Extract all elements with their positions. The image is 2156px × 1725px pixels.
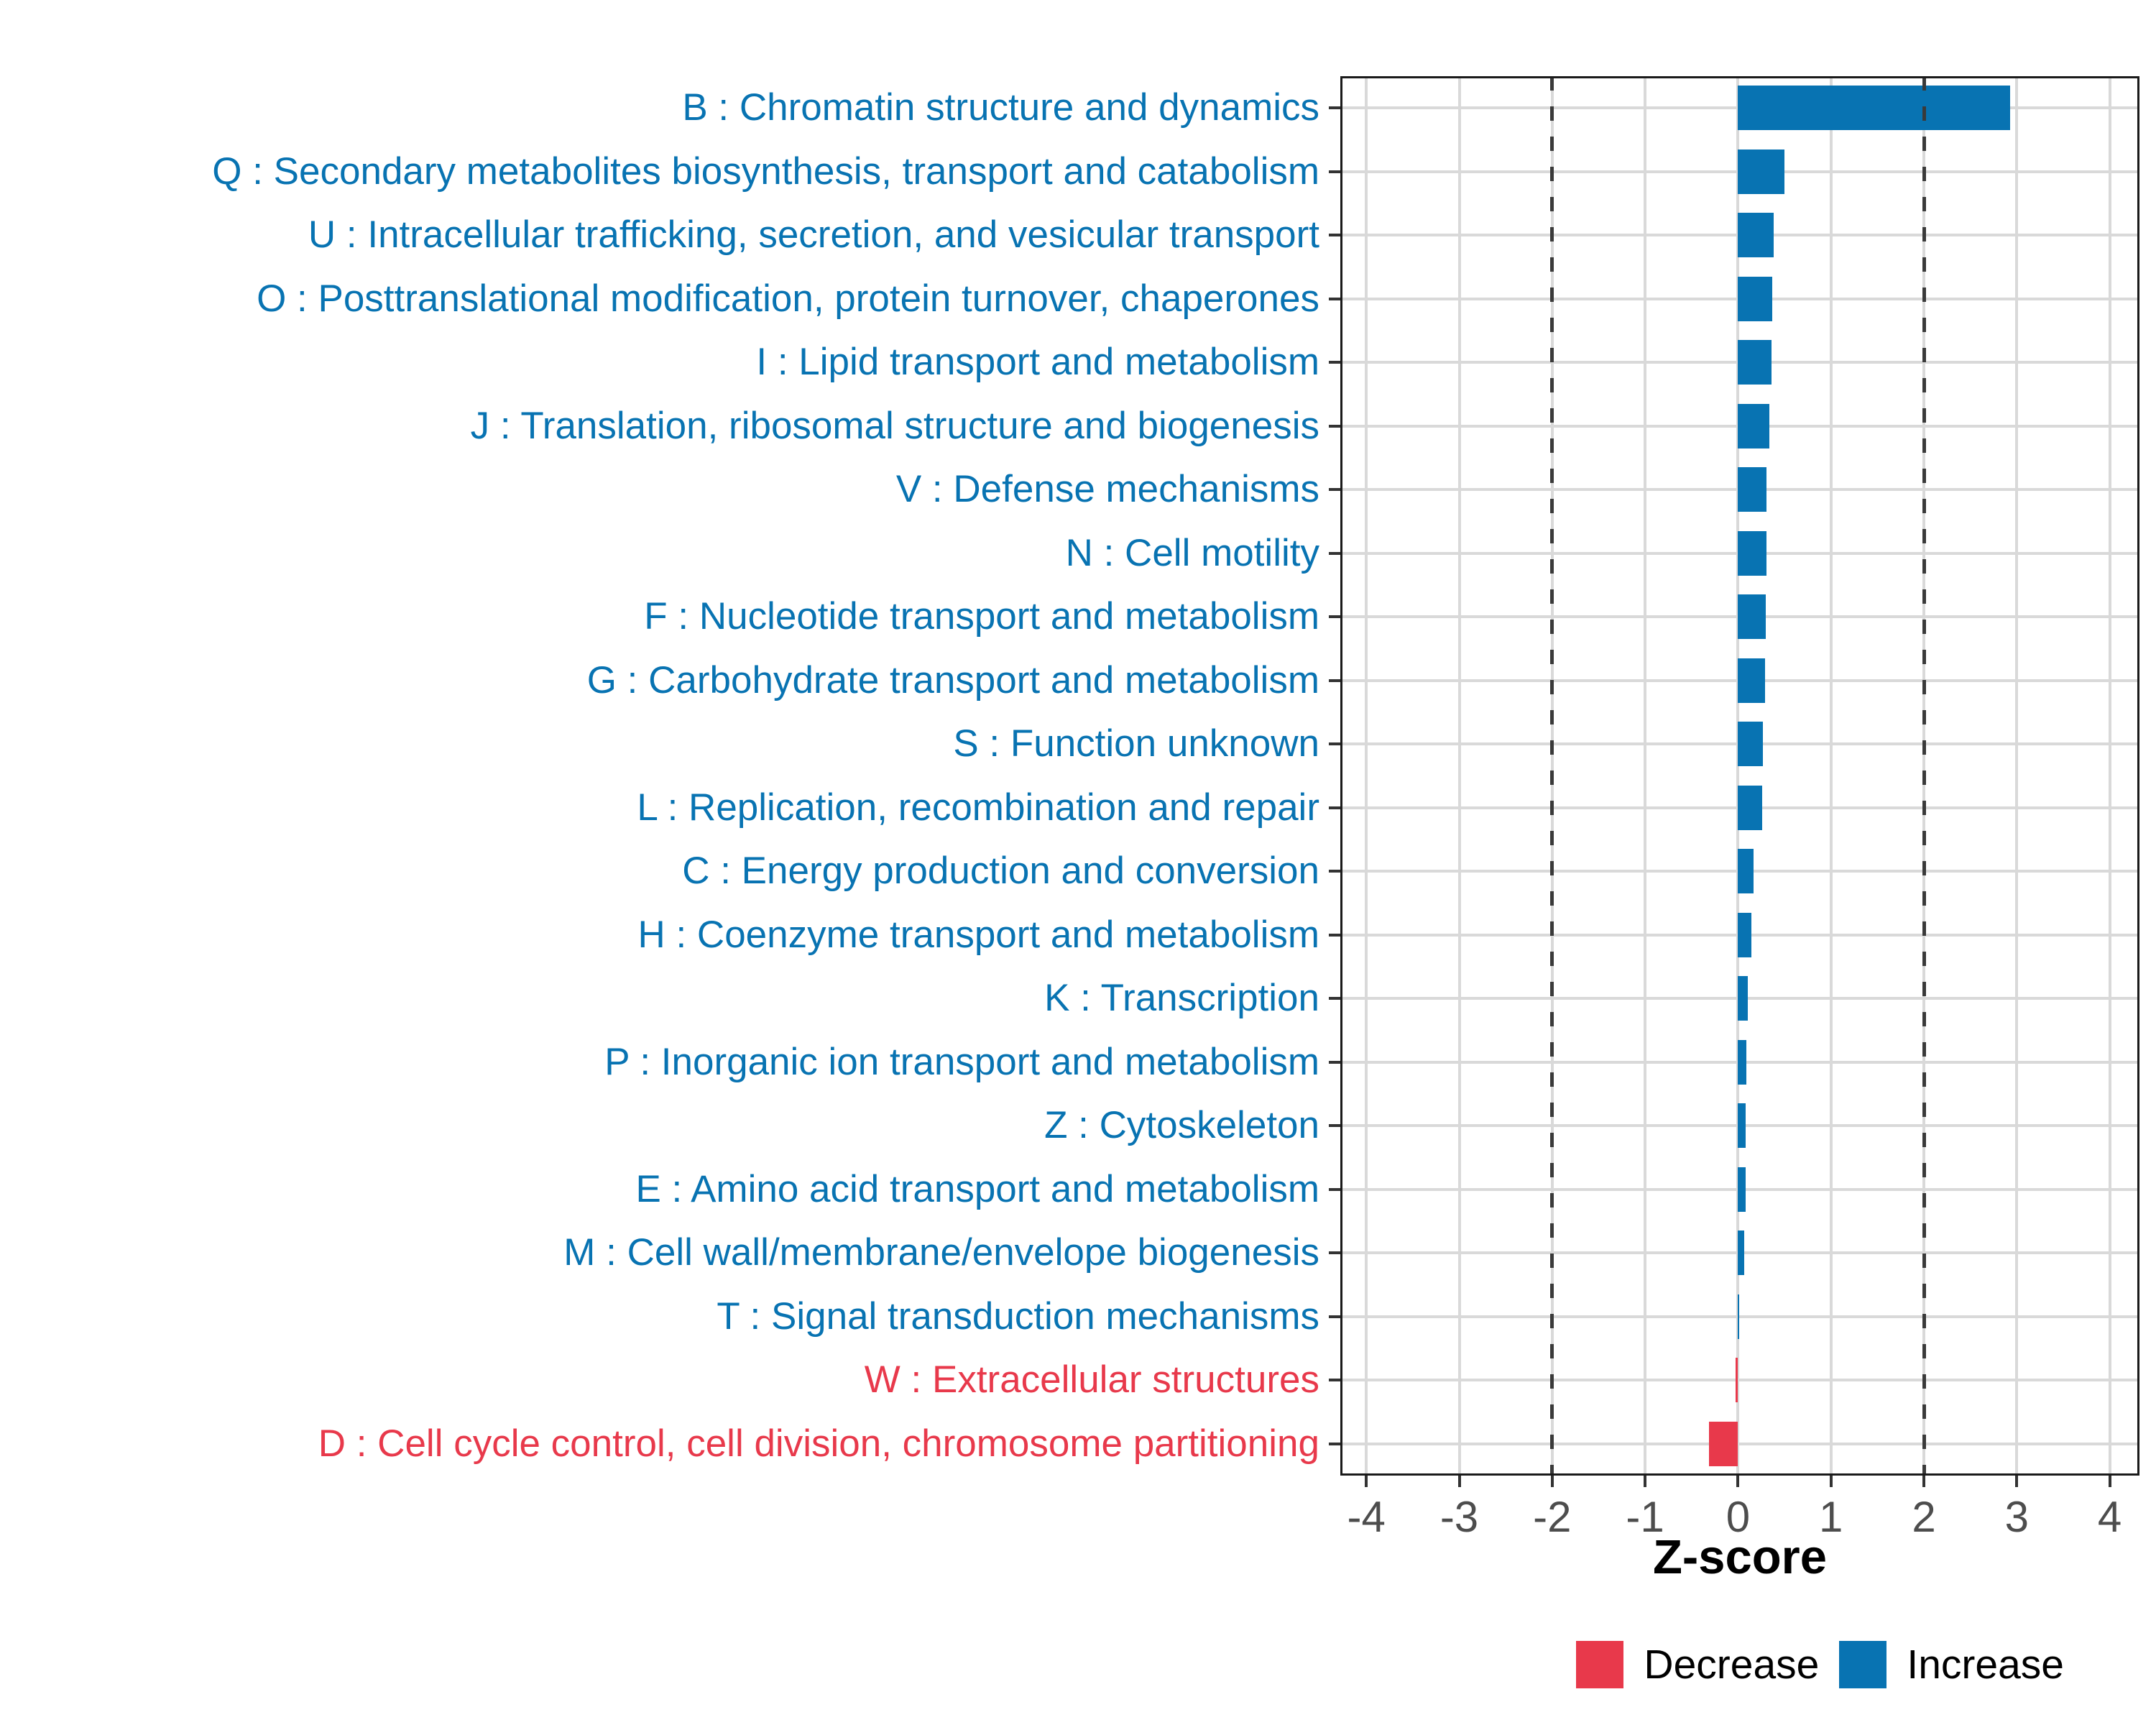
bar [1738,467,1766,512]
y-axis-label: H : Coenzyme transport and metabolism [637,913,1319,956]
gridline-vertical [1458,76,1461,1476]
y-axis-tick [1329,298,1340,300]
y-axis-tick [1329,934,1340,937]
x-axis-tick-label: -3 [1439,1493,1479,1541]
x-axis-tick-label: 4 [2097,1493,2122,1541]
legend-item-decrease [1576,1641,1819,1688]
y-axis-tick [1329,870,1340,873]
y-axis-tick [1329,1443,1340,1445]
y-axis-label: B : Chromatin structure and dynamics [682,86,1319,129]
y-axis-tick [1329,806,1340,809]
gridline-horizontal [1340,1379,2139,1381]
legend [1576,1640,2064,1689]
gridline-vertical [1365,76,1368,1476]
bar [1738,913,1751,957]
x-axis-tick-label: 0 [1726,1493,1751,1541]
y-axis-label: T : Signal transduction mechanisms [717,1294,1319,1338]
x-axis-tick-label: 3 [2004,1493,2029,1541]
y-axis-tick [1329,170,1340,173]
y-axis-label: L : Replication, recombination and repair [637,786,1319,829]
y-axis-tick [1329,742,1340,745]
y-axis-tick [1329,425,1340,428]
y-axis-label: I : Lipid transport and metabolism [756,341,1319,384]
bar [1738,658,1764,703]
y-axis-tick [1329,1251,1340,1254]
y-axis-label: G : Carbohydrate transport and metabolism [586,658,1319,702]
gridline-horizontal [1340,1315,2139,1318]
gridline-horizontal [1340,1443,2139,1445]
bar [1738,404,1769,448]
y-axis-tick [1329,361,1340,364]
x-axis-tick [1458,1476,1461,1487]
decrease-swatch [1576,1641,1623,1688]
legend-label-increase: Increase [1907,1642,2064,1688]
gridline-vertical [2109,76,2111,1476]
bar [1738,150,1784,194]
y-axis-label: Q : Secondary metabolites biosynthesis, transport and catabolism [212,150,1319,193]
x-axis-tick [1736,1476,1739,1487]
y-axis-tick [1329,106,1340,109]
legend-label-decrease: Decrease [1644,1642,1820,1688]
x-axis-tick [2109,1476,2111,1487]
x-axis-tick [2015,1476,2018,1487]
x-axis-tick-label: 1 [1819,1493,1843,1541]
bar [1738,1167,1745,1212]
y-axis-tick [1329,615,1340,618]
y-axis-tick [1329,997,1340,1000]
gridline-vertical [1644,76,1646,1476]
y-axis-tick [1329,1124,1340,1127]
bar [1738,531,1766,576]
y-axis-label: P : Inorganic ion transport and metabolism [604,1040,1319,1083]
x-axis-tick [1644,1476,1646,1487]
y-axis-tick [1329,679,1340,682]
bar [1738,849,1754,893]
y-axis-label: D : Cell cycle control, cell division, chromosome partitioning [318,1422,1319,1465]
bar [1738,213,1773,257]
y-axis-label: Z : Cytoskeleton [1044,1104,1319,1147]
x-axis-tick [1830,1476,1833,1487]
y-axis-label: V : Defense mechanisms [895,468,1319,511]
bar [1738,594,1766,639]
bar [1738,1103,1746,1148]
x-axis-tick-label: -1 [1626,1493,1664,1541]
x-axis-tick-label: -2 [1533,1493,1572,1541]
x-axis-tick-label: 2 [1912,1493,1936,1541]
y-axis-label: E : Amino acid transport and metabolism [635,1167,1319,1210]
x-axis-tick [1365,1476,1368,1487]
y-axis-tick [1329,1188,1340,1191]
y-axis-label: M : Cell wall/membrane/envelope biogenesis [563,1231,1319,1274]
gridline-vertical [1830,76,1833,1476]
increase-swatch [1839,1641,1886,1688]
y-axis-tick [1329,1061,1340,1064]
bar [1736,1358,1738,1402]
bar [1738,976,1748,1021]
bar [1738,1040,1746,1085]
bar [1738,1230,1744,1275]
y-axis-label: C : Energy production and conversion [682,850,1319,893]
bar [1738,86,2010,130]
legend-item-increase [1839,1641,2064,1688]
plot-panel [1340,76,2139,1476]
x-axis-title: Z-score [1652,1530,1828,1584]
y-axis-tick [1329,488,1340,491]
x-axis-tick [1922,1476,1925,1487]
y-axis-label: F : Nucleotide transport and metabolism [644,595,1319,638]
y-axis-label: N : Cell motility [1065,531,1319,574]
y-axis-label: W : Extracellular structures [864,1358,1319,1402]
y-axis-label: S : Function unknown [953,722,1319,765]
bar [1738,722,1763,766]
bar [1738,786,1762,830]
y-axis-label: O : Posttranslational modification, protein turnover, chaperones [257,277,1319,320]
y-axis-tick [1329,552,1340,555]
y-axis-label: K : Transcription [1044,977,1319,1020]
x-axis-tick-label: -4 [1347,1493,1386,1541]
x-axis-tick [1551,1476,1554,1487]
reference-line [1550,76,1554,1476]
y-axis-tick [1329,1379,1340,1381]
bar [1738,340,1772,385]
y-axis-label: J : Translation, ribosomal structure and biogenesis [470,404,1319,447]
y-axis-tick [1329,234,1340,236]
reference-line [1922,76,1926,1476]
bar [1738,277,1772,321]
bar [1709,1422,1738,1466]
y-axis-tick [1329,1315,1340,1318]
y-axis-label: U : Intracellular trafficking, secretion, and vesicular transport [308,213,1319,257]
gridline-vertical [2015,76,2018,1476]
